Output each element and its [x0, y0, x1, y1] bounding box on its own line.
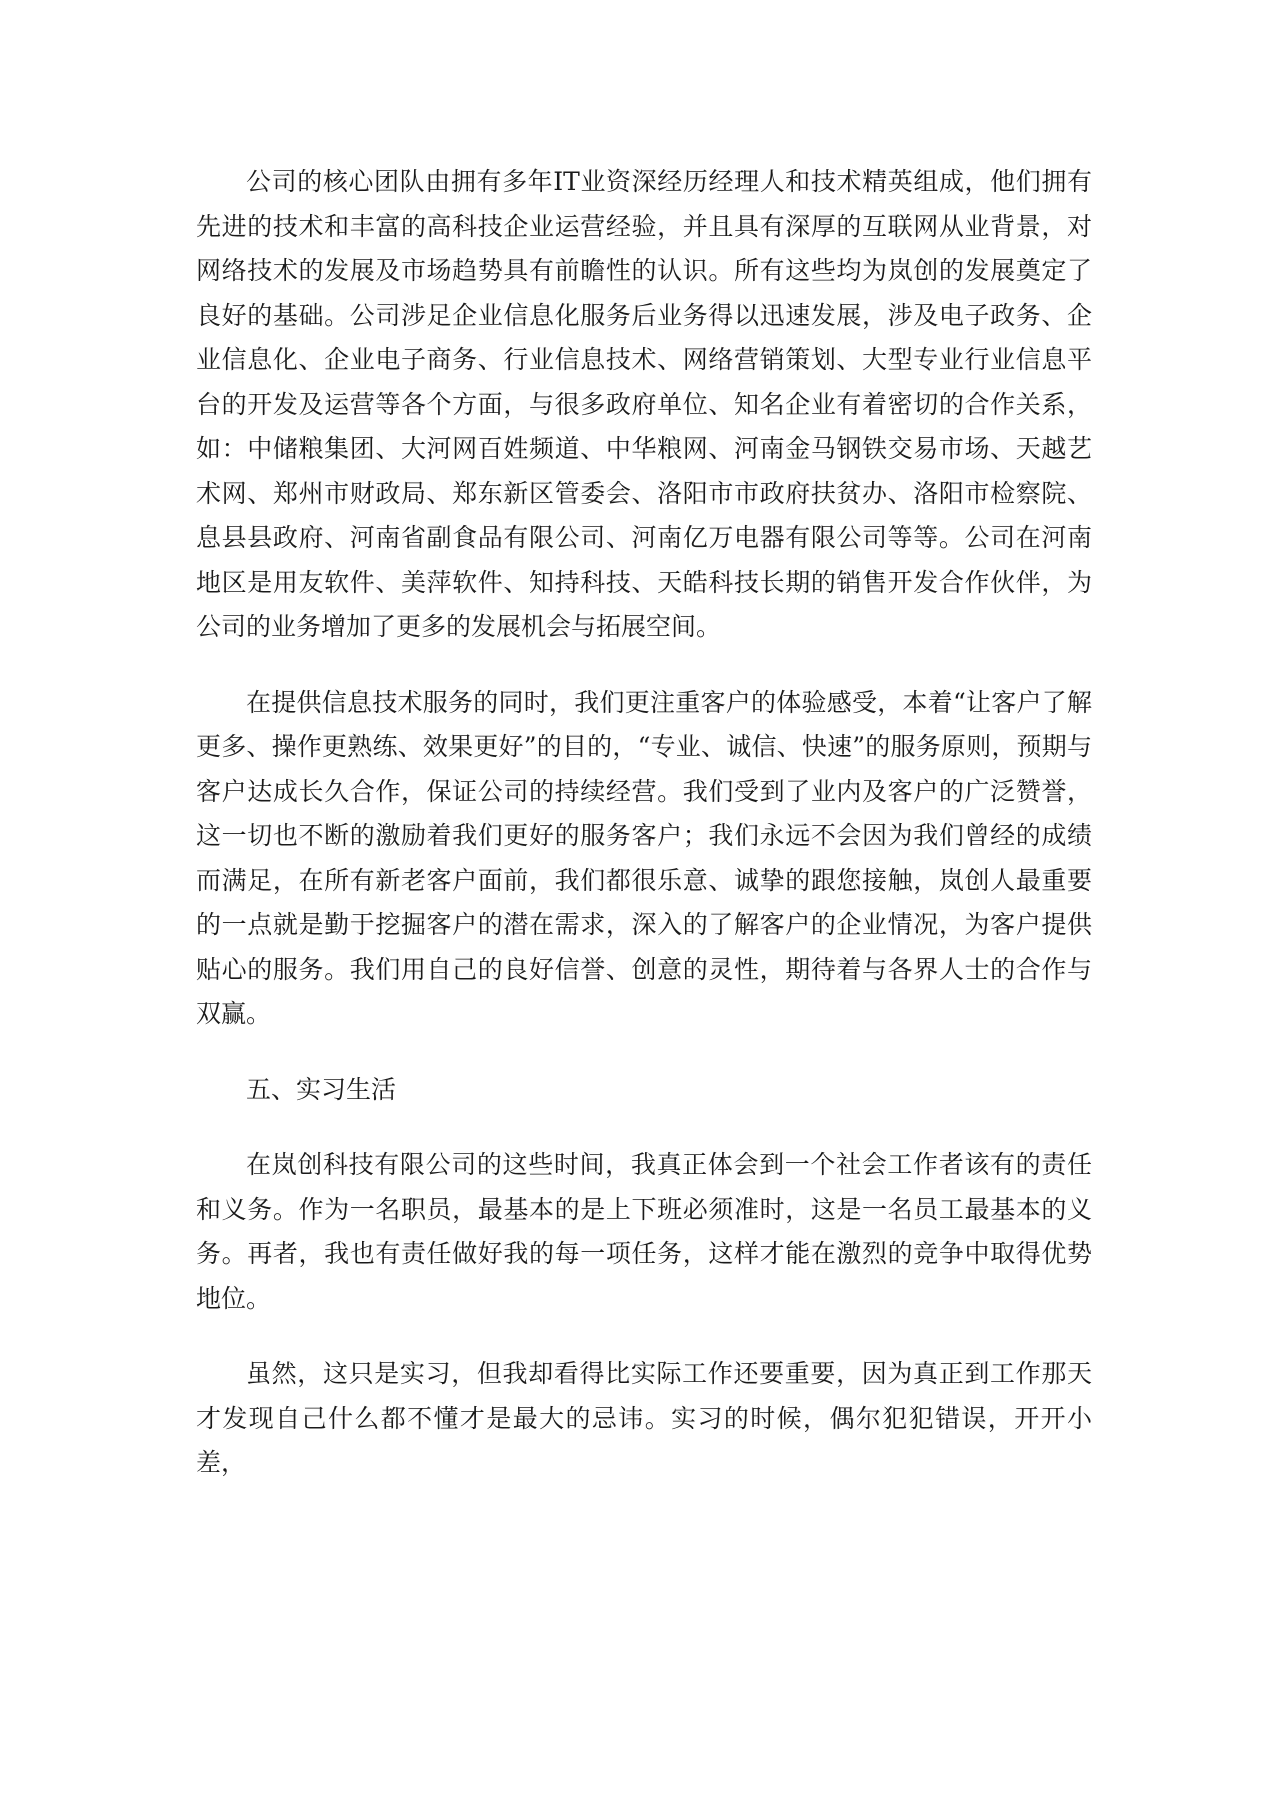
paragraph-company-team: 公司的核心团队由拥有多年IT业资深经历经理人和技术精英组成，他们拥有先进的技术和丰富的高科技企业运营经验，并且具有深厚的互联网从业背景，对网络技术的发展及市场趋势具有前瞻性的认识。所有这些均为岚创的发展奠定了良好的基础。公司涉足企业信息化服务后业务得以迅速发展，涉及电子政务、企业信息化、企业电子商务、行业信息技术、网络营销策划、大型专业行业信息平台的开发及运营等各个方面，与很多政府单位、知名企业有着密切的合作关系，如：中储粮集团、大河网百姓频道、中华粮网、河南金马钢铁交易市场、天越艺术网、郑州市财政局、郑东新区管委会、洛阳市市政府扶贫办、洛阳市检察院、息县县政府、河南省副食品有限公司、河南亿万电器有限公司等等。公司在河南地区是用友软件、美萍软件、知持科技、天皓科技长期的销售开发合作伙伴，为公司的业务增加了更多的发展机会与拓展空间。	[196, 167, 1092, 641]
section-heading-internship-life: 五、实习生活	[246, 1074, 397, 1104]
paragraph-internship-attitude: 虽然，这只是实习，但我却看得比实际工作还要重要，因为真正到工作那天才发现自己什么都不懂才是最大的忌讳。实习的时候，偶尔犯犯错误，开开小差，	[196, 1359, 1092, 1477]
paragraph-service-philosophy: 在提供信息技术服务的同时，我们更注重客户的体验感受，本着“让客户了解更多、操作更熟练、效果更好”的目的，“专业、诚信、快速”的服务原则，预期与客户达成长久合作，保证公司的持续经营。我们受到了业内及客户的广泛赞誉，这一切也不断的激励着我们更好的服务客户；我们永远不会因为我们曾经的成绩而满足，在所有新老客户面前，我们都很乐意、诚挚的跟您接触，岚创人最重要的一点就是勤于挖掘客户的潜在需求，深入的了解客户的企业情况，为客户提供贴心的服务。我们用自己的良好信誉、创意的灵性，期待着与各界人士的合作与双赢。	[196, 687, 1092, 1028]
paragraph-responsibility: 在岚创科技有限公司的这些时间，我真正体会到一个社会工作者该有的责任和义务。作为一名职员，最基本的是上下班必须准时，这是一名员工最基本的义务。再者，我也有责任做好我的每一项任务，这样才能在激烈的竞争中取得优势地位。	[196, 1150, 1092, 1313]
document-body	[196, 160, 1092, 1486]
